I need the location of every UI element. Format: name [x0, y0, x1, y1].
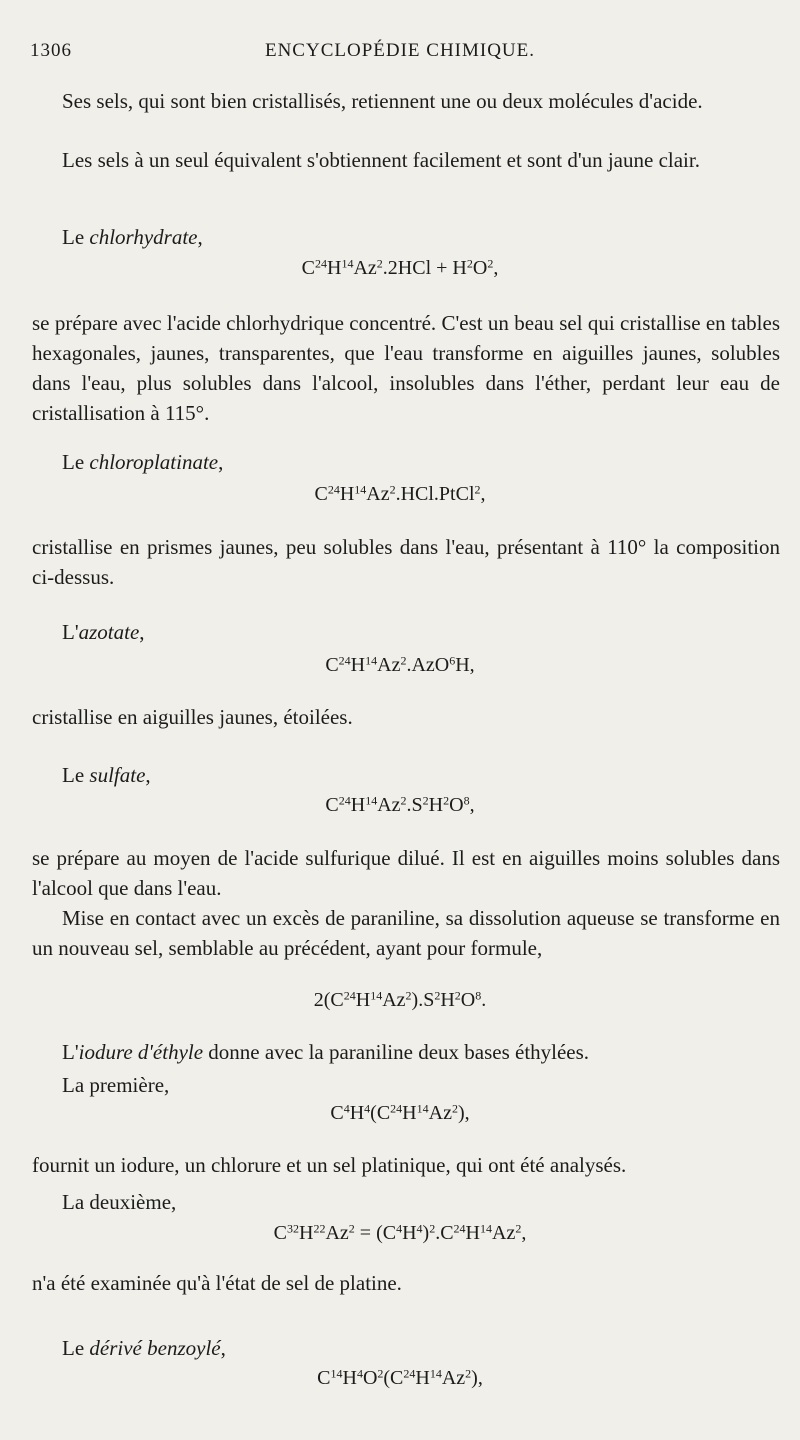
deuxieme-formula: $C^{32}H^{22}Az^2 = (C^4H^4)^2.C^{24}H^{14}Az^2$,: [273, 1221, 527, 1244]
benzoyle-intro: Le dérivé benzoylé,: [62, 1336, 226, 1360]
chloroplatinate-intro: Le chloroplatinate,: [62, 450, 224, 474]
chloroplatinate-name: chloroplatinate: [89, 450, 219, 474]
page-number: 1306: [30, 40, 72, 61]
paragraph-sels: Ses sels, qui sont bien cristallisés, retiennent une ou deux molécules d'acide.: [62, 89, 703, 113]
paragraph-mise-en-contact: Mise en contact avec un excès de paraniline, sa dissolution aqueuse se transforme en un nouveau sel, semblable au précédent, ayant pour formule,: [32, 906, 780, 960]
premiere-description: fournit un iodure, un chlorure et un sel platinique, qui ont été analysés.: [32, 1153, 627, 1177]
chlorhydrate-name: chlorhydrate: [89, 225, 198, 249]
azotate-formula: $C^{24}H^{14}Az^2.AzO^6H$,: [325, 653, 475, 676]
azotate-description: cristallise en aiguilles jaunes, étoilées.: [32, 705, 353, 729]
sulfate-description: se prépare au moyen de l'acide sulfurique dilué. Il est en aiguilles moins solubles dans l'alcool que dans l'eau.: [32, 846, 780, 900]
azotate-name: azotate: [78, 620, 140, 644]
azotate-intro: L'azotate,: [62, 620, 145, 644]
page-header: [30, 40, 770, 70]
chloroplatinate-formula: $C^{24}H^{14}Az^2.HCl.PtCl^2$,: [314, 482, 486, 505]
premiere-intro: La première,: [62, 1073, 170, 1097]
iodure-name: iodure d'éthyle: [78, 1040, 204, 1064]
chlorhydrate-formula: $C^{24}H^{14}Az^2.2HCl + H^2O^2$,: [301, 256, 499, 279]
sulfate-formula: $C^{24}H^{14}Az^2.S^2H^2O^8$,: [325, 793, 475, 816]
running-title: ENCYCLOPÉDIE CHIMIQUE.: [264, 40, 536, 61]
chlorhydrate-description: se prépare avec l'acide chlorhydrique concentré. C'est un beau sel qui cristallise en tables hexagonales, jaunes, transparentes, que l'eau transforme en aiguilles jaunes, solubles dans l'eau, plus solubles dans l'alcool, insolubles dans l'éther, perdant leur eau de cristallisation à 115°.: [32, 311, 780, 425]
chlorhydrate-intro: Le chlorhydrate,: [62, 225, 203, 249]
benzoyle-name: dérivé benzoylé: [89, 1336, 221, 1360]
benzoyle-formula: $C^{14}H^4O^2(C^{24}H^{14}Az^2)$,: [317, 1366, 483, 1389]
paragraph-sels-equivalent: Les sels à un seul équivalent s'obtiennent facilement et sont d'un jaune clair.: [62, 148, 700, 172]
iodure-paragraph: L'iodure d'éthyle donne avec la paraniline deux bases éthylées.: [62, 1040, 590, 1064]
sulfate-intro: Le sulfate,: [62, 763, 151, 787]
deuxieme-description: n'a été examinée qu'à l'état de sel de platine.: [32, 1271, 402, 1295]
premiere-formula: $C^4H^4(C^{24}H^{14}Az^2)$,: [330, 1101, 470, 1124]
chloroplatinate-description: cristallise en prismes jaunes, peu solubles dans l'eau, présentant à 110° la composition ci-dessus.: [32, 535, 780, 589]
sel-dibasique-formula: $2(C^{24}H^{14}Az^2).S^2H^2O^8$.: [313, 988, 487, 1011]
sulfate-name: sulfate: [89, 763, 146, 787]
deuxieme-intro: La deuxième,: [62, 1190, 177, 1214]
